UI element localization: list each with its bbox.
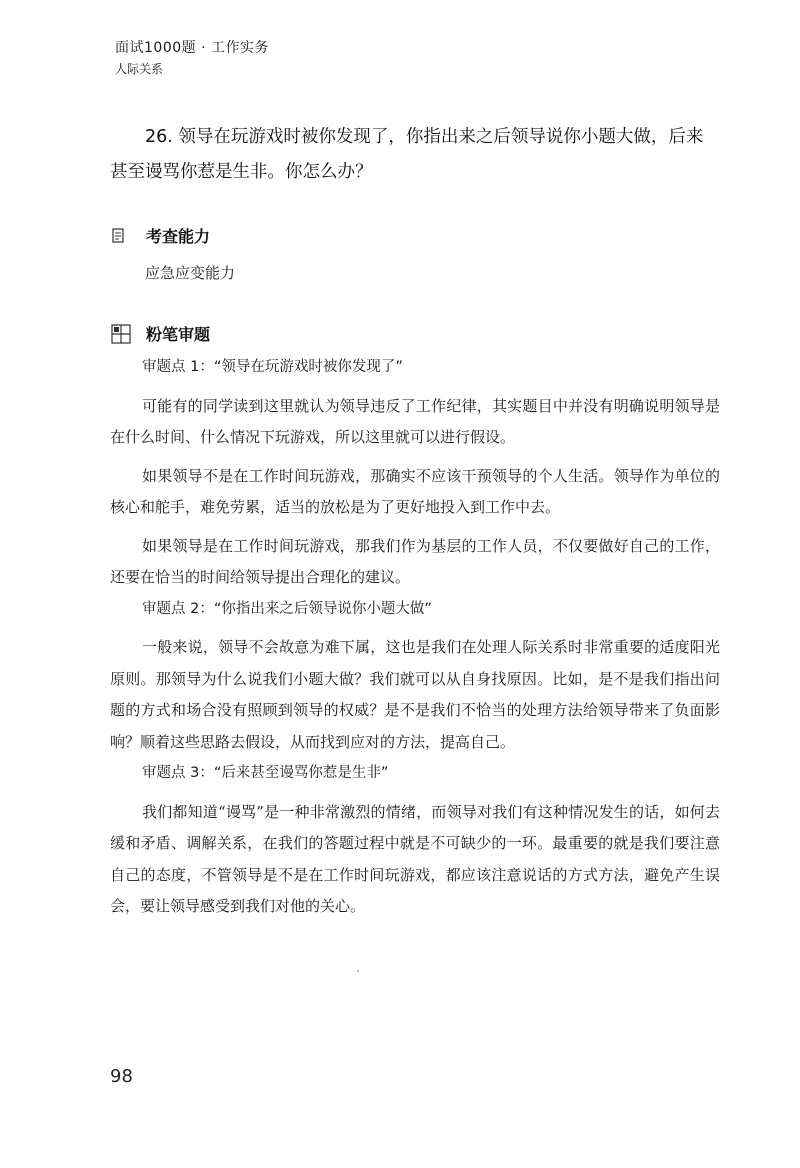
section-ability-content: 应急应变能力 bbox=[145, 264, 236, 282]
analysis-point-1: 审题点 1：“领导在玩游戏时被你发现了” bbox=[142, 359, 403, 375]
section-ability-heading bbox=[110, 224, 210, 247]
analysis-paragraph: 如果领导是在工作时间玩游戏，那我们作为基层的工作人员，不仅要做好自己的工作，还要在恰当的时间给领导提出合理化的建议。 bbox=[110, 536, 720, 586]
analysis-paragraph: 如果领导不是在工作时间玩游戏，那确实不应该干预领导的个人生活。领导作为单位的核心和舵手，难免劳累，适当的放松是为了更好地投入到工作中去。 bbox=[110, 466, 720, 516]
analysis-paragraph: 一般来说，领导不会故意为难下属，这也是我们在处理人际关系时非常重要的适度阳光原则。那领导为什么说我们小题大做？我们就可以从自身找原因。比如，是不是我们指出问题的方式和场合没有照顾到领导的权威？是不是我们不恰当的处理方法给领导带来了负面影响？顺着这些思路去假设，从而找到应对的方法，提高自己。 bbox=[110, 638, 720, 751]
page-number: 98 bbox=[110, 1066, 133, 1087]
analysis-body bbox=[110, 352, 720, 923]
analysis-paragraph: 可能有的同学读到这里就认为领导违反了工作纪律，其实题目中并没有明确说明领导是在什么时间、什么情况下玩游戏，所以这里就可以进行假设。 bbox=[110, 396, 720, 446]
checklist-icon bbox=[110, 225, 132, 247]
section-analysis-title: 粉笔审题 bbox=[146, 325, 211, 344]
analysis-paragraph: 我们都知道“谩骂”是一种非常激烈的情绪，而领导对我们有这种情况发生的话，如何去缓和矛盾、调解关系，在我们的答题过程中就是不可缺少的一环。最重要的就是我们要注意自己的态度，不管领导是不是在工作时间玩游戏，都应该注意说话的方式方法，避免产生误会，要让领导感受到我们对他的关心。 bbox=[110, 802, 720, 915]
grid-icon bbox=[110, 323, 132, 345]
analysis-point-3: 审题点 3：“后来甚至谩骂你惹是生非” bbox=[142, 765, 389, 781]
analysis-point-2: 审题点 2：“你指出来之后领导说你小题大做” bbox=[142, 600, 432, 617]
header-book-title: 面试1000题 · 工作实务 bbox=[115, 40, 269, 56]
question-title: 26. 领导在玩游戏时被你发现了，你指出来之后领导说你小题大做，后来甚至谩骂你惹是生非。你怎么办？ bbox=[110, 127, 704, 182]
header-chapter: 人际关系 bbox=[115, 62, 164, 76]
section-ability-title: 考查能力 bbox=[146, 227, 211, 246]
decorative-dot bbox=[357, 970, 359, 972]
running-header bbox=[115, 38, 269, 78]
section-analysis-heading bbox=[110, 322, 210, 345]
